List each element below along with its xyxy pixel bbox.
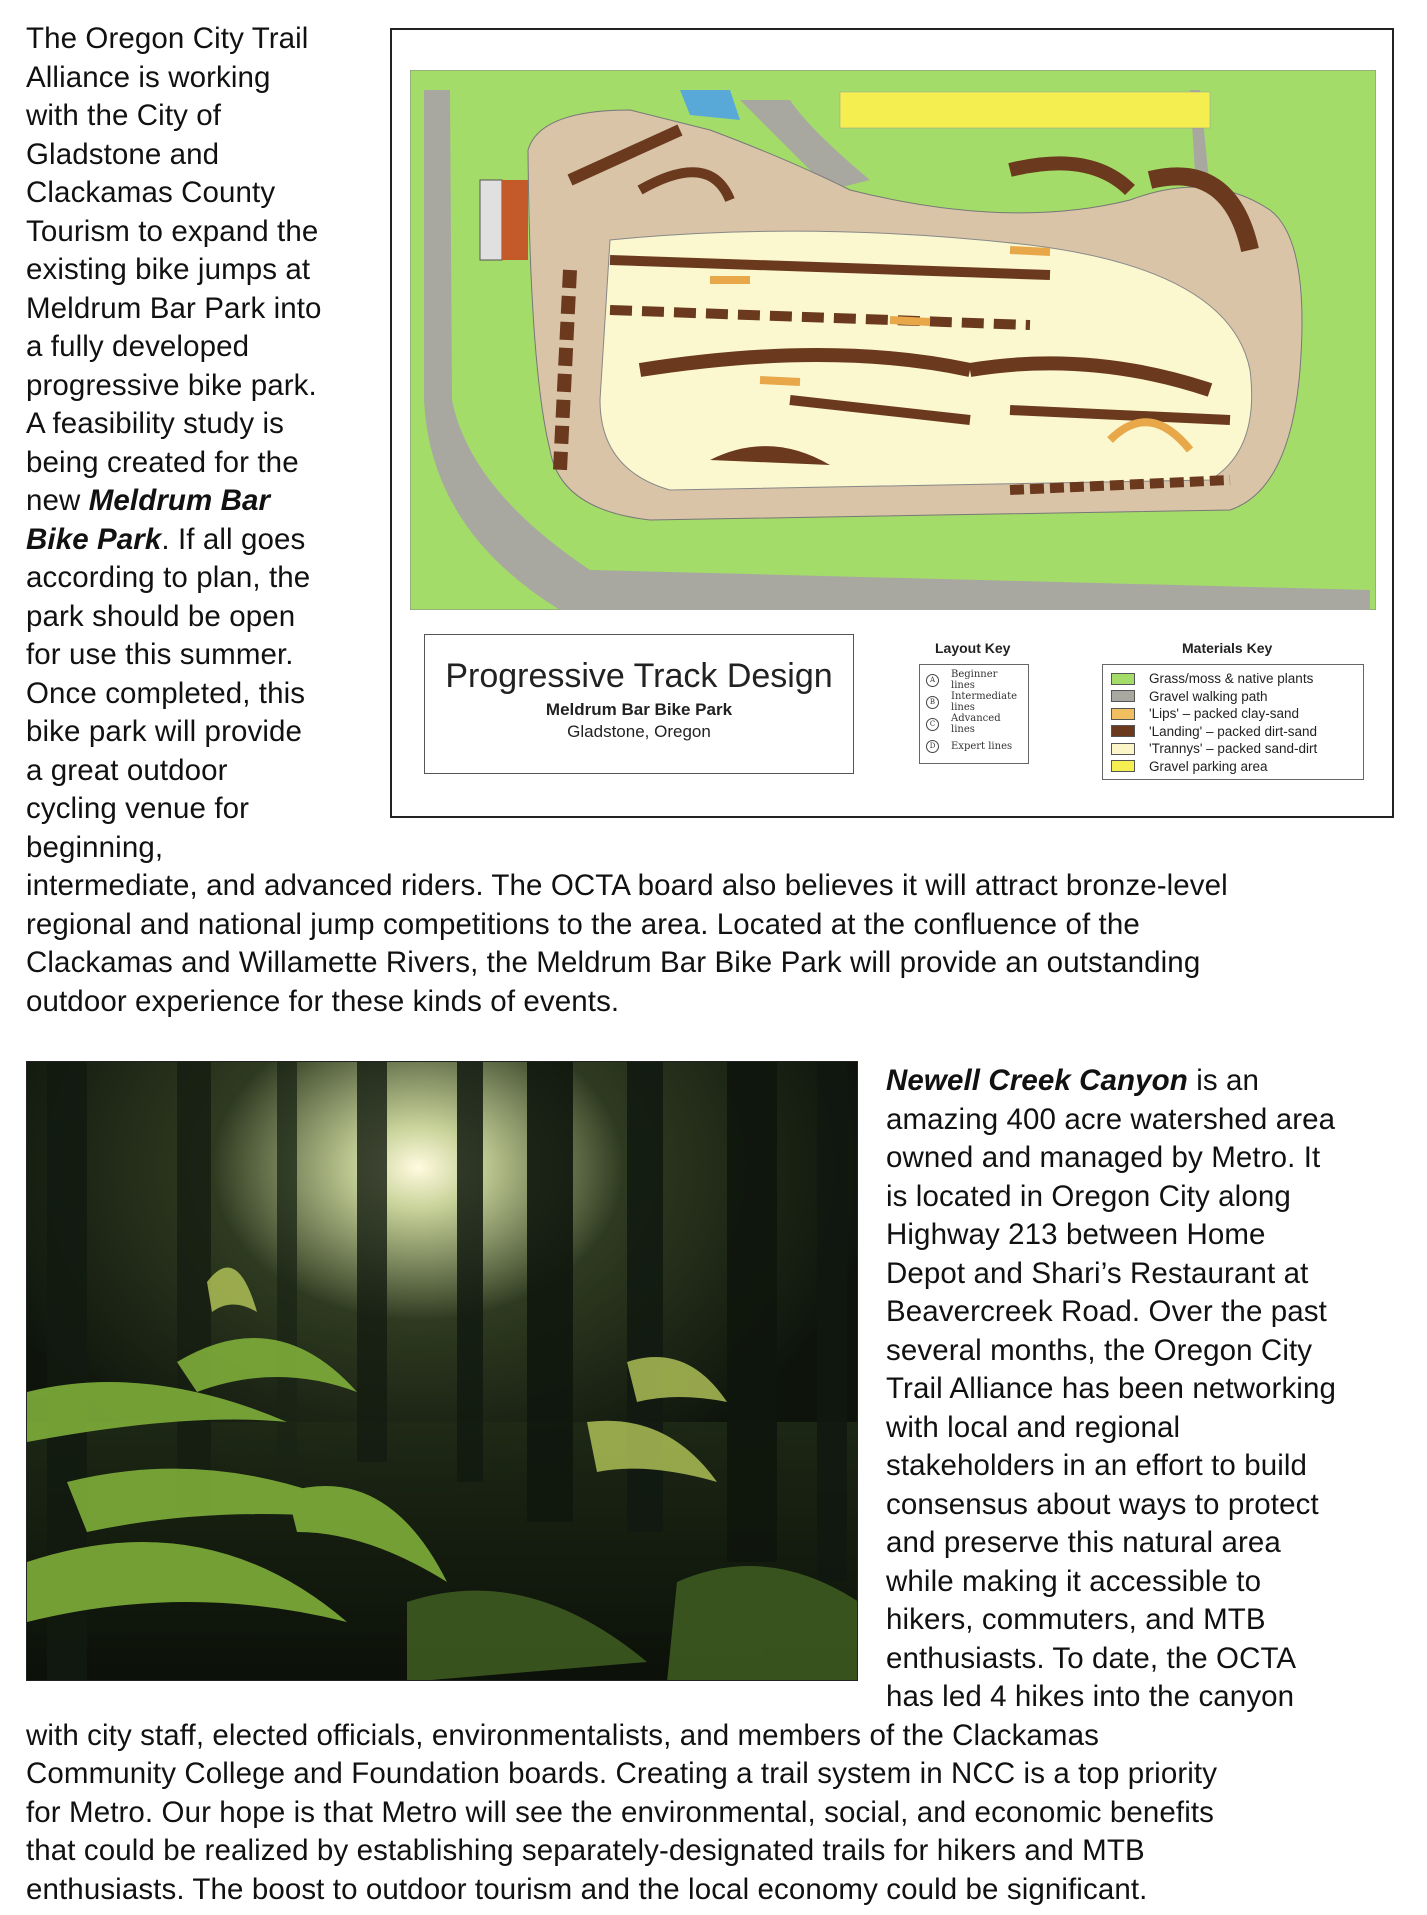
layout-key-item: [926, 735, 1022, 757]
materials-key-label: Grass/moss & native plants: [1149, 671, 1314, 687]
color-swatch: [1111, 760, 1135, 772]
map-title-box: [424, 634, 854, 774]
text-line: intermediate, and advanced riders. The OCTA board also believes it will attract bronze-level: [26, 869, 1228, 902]
track-design-map: [390, 28, 1394, 818]
color-swatch: [1111, 725, 1135, 737]
text-line: amazing 400 acre watershed area: [886, 1102, 1336, 1136]
text-line: being created for the: [26, 445, 299, 479]
layout-key: [919, 664, 1029, 764]
canyon-name-emphasis: Newell Creek Canyon: [886, 1064, 1188, 1097]
map-title: Progressive Track Design: [445, 657, 833, 695]
layout-key-heading: Layout Key: [935, 640, 1011, 656]
materials-key-item: [1111, 705, 1355, 723]
text-line: that could be realized by establishing separately-designated trails for hikers and MTB: [26, 1834, 1145, 1867]
expert-symbol-icon: D: [926, 740, 939, 753]
text-line: is located in Oregon City along: [886, 1179, 1291, 1213]
layout-key-label: Beginner lines: [951, 669, 998, 691]
text-line: existing bike jumps at: [26, 253, 311, 286]
text-line: with local and regional: [886, 1410, 1181, 1444]
text-line: Tourism to expand the: [26, 214, 319, 248]
park-name-emphasis: Meldrum Bar: [88, 484, 271, 517]
text-line: consensus about ways to protect: [886, 1487, 1319, 1521]
materials-key-item: [1111, 688, 1355, 706]
text-line: Trail Alliance has been networking: [886, 1372, 1336, 1405]
advanced-symbol-icon: C: [926, 718, 939, 731]
text-line: for Metro. Our hope is that Metro will see the environmental, social, and economic benefits: [26, 1795, 1215, 1829]
intermediate-symbol-icon: B: [926, 696, 939, 709]
text-line: with the City of: [26, 99, 222, 132]
materials-key-heading: Materials Key: [1182, 640, 1273, 656]
text-line: progressive bike park.: [26, 368, 317, 402]
text-line: outdoor experience for these kinds of events.: [26, 984, 620, 1018]
materials-key-label: Gravel parking area: [1149, 758, 1268, 774]
color-swatch: [1111, 673, 1135, 685]
text-line: enthusiasts. To date, the OCTA: [886, 1641, 1297, 1675]
text-line: with city staff, elected officials, environmentalists, and members of the Clackamas: [26, 1718, 1099, 1752]
layout-key-item: [926, 669, 1022, 691]
materials-key-label: 'Landing' – packed dirt-sand: [1149, 723, 1318, 739]
text-line: regional and national jump competitions to the area. Located at the confluence of the: [26, 907, 1140, 941]
text-line: bike park will provide: [26, 715, 303, 748]
text-fragment: . If all goes: [161, 522, 306, 556]
text-line: Depot and Shari’s Restaurant at: [886, 1256, 1309, 1290]
park-name-emphasis: Bike Park: [26, 522, 162, 556]
text-line: Alliance is working: [26, 60, 271, 94]
text-line: [26, 1062, 1336, 1101]
text-line: Once completed, this: [26, 676, 306, 710]
text-line: has led 4 hikes into the canyon: [886, 1680, 1295, 1713]
bike-park-plan-drawing: [410, 70, 1376, 610]
map-subtitle: Meldrum Bar Bike Park: [545, 700, 733, 719]
text-line: Clackamas and Willamette Rivers, the Meldrum Bar Bike Park will provide an outstanding: [26, 946, 1201, 979]
article-newell-text: [26, 1062, 1336, 1909]
text-line: several months, the Oregon City: [886, 1333, 1313, 1367]
materials-key-item: [1111, 723, 1355, 741]
layout-key-item: [926, 691, 1022, 713]
materials-key-label: 'Lips' – packed clay-sand: [1149, 706, 1299, 722]
text-line: Community College and Foundation boards. Creating a trail system in NCC is a top priority: [26, 1757, 1218, 1790]
text-line: Meldrum Bar Park into: [26, 291, 322, 325]
text-line: for use this summer.: [26, 638, 294, 671]
layout-key-label: Advanced lines: [951, 713, 1001, 735]
materials-key-label: 'Trannys' – packed sand-dirt: [1149, 741, 1318, 757]
text-line: according to plan, the: [26, 561, 311, 594]
text-fragment: new: [26, 484, 89, 517]
materials-key-label: Gravel walking path: [1149, 688, 1268, 704]
text-line: while making it accessible to: [886, 1564, 1262, 1598]
text-line: Highway 213 between Home: [886, 1218, 1266, 1251]
layout-key-label: Intermediate lines: [951, 691, 1018, 713]
materials-key-item: [1111, 740, 1355, 758]
layout-key-item: [926, 713, 1022, 735]
text-line: cycling venue for: [26, 792, 250, 825]
text-line: a great outdoor: [26, 753, 228, 787]
map-location: Gladstone, Oregon: [567, 722, 711, 741]
text-line: Beavercreek Road. Over the past: [886, 1295, 1327, 1328]
text-line: hikers, commuters, and MTB: [886, 1603, 1266, 1636]
color-swatch: [1111, 743, 1135, 755]
materials-key-item: [1111, 758, 1355, 776]
text-line: Gladstone and: [26, 137, 220, 171]
color-swatch: [1111, 690, 1135, 702]
text-line: stakeholders in an effort to build: [886, 1449, 1308, 1482]
beginner-symbol-icon: A: [926, 674, 939, 687]
layout-key-label: Expert lines: [951, 740, 1013, 752]
text-line: enthusiasts. The boost to outdoor tourism and the local economy could be significant.: [26, 1872, 1148, 1906]
text-line: and preserve this natural area: [886, 1526, 1281, 1559]
materials-key-item: [1111, 670, 1355, 688]
text-line: owned and managed by Metro. It: [886, 1141, 1321, 1174]
color-swatch: [1111, 708, 1135, 720]
text-line: park should be open: [26, 599, 296, 633]
text-line: A feasibility study is: [26, 407, 284, 440]
materials-key: [1102, 664, 1364, 780]
text-line: Clackamas County: [26, 176, 276, 209]
text-line: The Oregon City Trail: [26, 22, 309, 55]
text-line: beginning,: [26, 830, 164, 864]
text-fragment: is an: [1187, 1064, 1260, 1097]
text-line: a fully developed: [26, 330, 250, 363]
